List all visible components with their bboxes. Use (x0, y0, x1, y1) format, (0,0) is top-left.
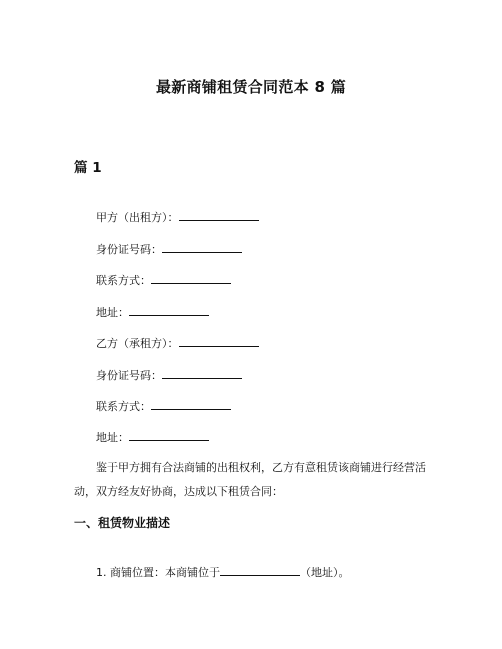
field-label: 乙方（承租方）： (96, 337, 179, 350)
clause-item-location (96, 564, 350, 582)
fill-in-blank (220, 565, 300, 576)
fill-in-blank (129, 430, 209, 441)
field-lessee (96, 335, 259, 353)
field-label: 联系方式： (96, 274, 151, 287)
fill-in-blank (162, 368, 242, 379)
field-lessor-address (96, 304, 209, 322)
field-label: 地址： (96, 306, 129, 319)
field-lessor-contact (96, 272, 231, 290)
intro-paragraph: 鉴于甲方拥有合法商铺的出租权利，乙方有意租赁该商铺进行经营活动，双方经友好协商，达成以下租赁合同： (74, 461, 426, 498)
field-lessee-address (96, 429, 209, 447)
field-lessor-id (96, 241, 242, 259)
field-lessee-id (96, 367, 242, 385)
field-label: 身份证号码： (96, 243, 162, 256)
clause-item-suffix: （地址）。 (300, 566, 350, 579)
fill-in-blank (179, 336, 259, 347)
field-label: 身份证号码： (96, 369, 162, 382)
clause-heading: 一、租赁物业描述 (74, 516, 171, 530)
clause-item-prefix: 商铺位置：本商铺位于 (110, 566, 220, 579)
field-label: 联系方式： (96, 400, 151, 413)
fill-in-blank (162, 242, 242, 253)
fill-in-blank (129, 305, 209, 316)
fill-in-blank (151, 399, 231, 410)
fill-in-blank (179, 210, 259, 221)
clause-item-number: 1. (96, 566, 107, 579)
field-label: 地址： (96, 431, 129, 444)
fill-in-blank (151, 273, 231, 284)
field-lessee-contact (96, 398, 231, 416)
field-lessor (96, 209, 259, 227)
document-title: 最新商铺租赁合同范本 8 篇 (155, 78, 347, 96)
section-heading: 篇 1 (74, 160, 102, 176)
field-label: 甲方（出租方）： (96, 211, 179, 224)
